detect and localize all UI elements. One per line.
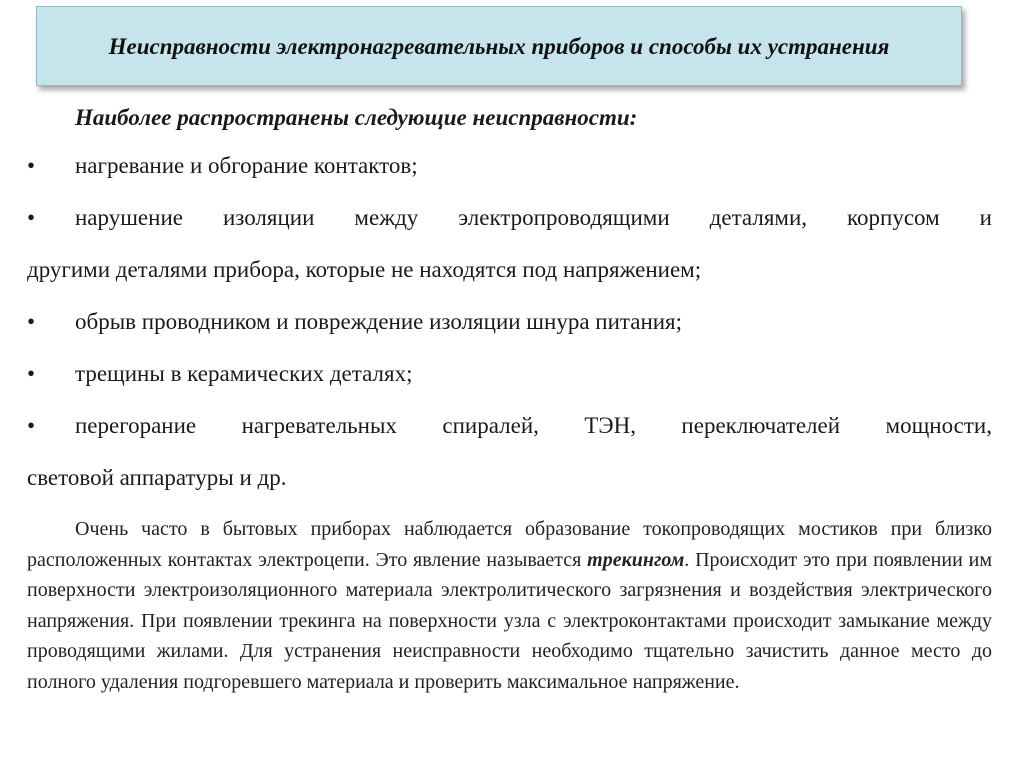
bullet-icon: • — [27, 153, 36, 178]
faults-list — [27, 140, 992, 504]
list-item — [27, 348, 992, 400]
bullet-icon: • — [27, 205, 36, 230]
paragraph-part1: Очень часто в бытовых приборах наблюдается образование токопроводящих мостиков при близко расположенных контактах электроцепи. Это явление называется — [27, 518, 992, 571]
list-item-text-line2: световой аппаратуры и др. — [27, 465, 287, 490]
bullet-icon: • — [27, 361, 36, 386]
subheading: Наиболее распространены следующие неисправности: — [75, 105, 638, 130]
list-item — [27, 140, 992, 192]
page-title: Неисправности электронагревательных приборов и способы их устранения — [108, 33, 890, 59]
list-item-text-line1: перегорание нагревательных спиралей, ТЭН, переключателей мощности, — [75, 413, 992, 438]
paragraph-part2: . Происходит это при появлении им поверхности электроизоляционного материала электролитического загрязнения и воздействия электрического напряжения. При появлении трекинга на поверхности узла с электроконтактами происходит замыкание между проводящими жилами. Для устранения неисправности необходимо тщательно зачистить данное место до полного удаления подгоревшего материала и проверить максимальное напряжение. — [27, 548, 992, 693]
list-item — [27, 400, 992, 504]
list-item-text: нагревание и обгорание контактов; — [75, 153, 418, 178]
list-item-text: обрыв проводником и повреждение изоляции шнура питания; — [75, 309, 683, 334]
list-item — [27, 192, 992, 296]
list-item-text: трещины в керамических деталях; — [75, 361, 413, 386]
list-item-text-line1: нарушение изоляции между электропроводящими деталями, корпусом и — [75, 205, 992, 230]
title-box — [36, 6, 962, 86]
body-paragraph — [27, 514, 992, 697]
term-tracking: трекингом — [587, 548, 685, 571]
bullet-icon: • — [27, 413, 36, 438]
list-item — [27, 296, 992, 348]
bullet-icon: • — [27, 309, 36, 334]
list-item-text-line2: другими деталями прибора, которые не находятся под напряжением; — [27, 257, 702, 282]
